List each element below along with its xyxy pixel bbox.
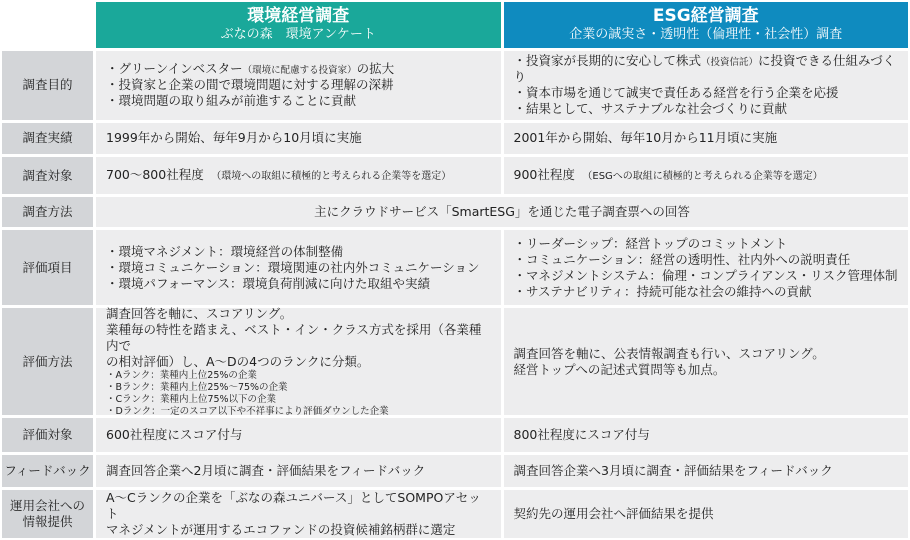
table-header: [96, 2, 908, 48]
text: 700～800社程度: [106, 166, 204, 182]
row-record: [2, 123, 908, 154]
text: A～Cランクの企業を「ぶなの森ユニバース」としてSOMPOアセット: [106, 490, 481, 521]
row-method: [2, 197, 908, 226]
text: 契約先の運用会社へ評価結果を提供: [513, 506, 714, 521]
cell-right: [504, 490, 909, 538]
header-esg-survey: [504, 2, 909, 48]
cell-right: [504, 51, 909, 120]
cell-left: [96, 123, 501, 154]
text: 情報提供: [22, 514, 73, 529]
row-feedback: [2, 455, 908, 487]
row-label: 評価対象: [2, 418, 93, 451]
row-purpose: [2, 51, 908, 120]
text: ・環境コミュニケーション：環境関連の社内外コミュニケーション: [106, 259, 480, 275]
cell-right: [504, 230, 909, 306]
row-label: フィードバック: [2, 455, 93, 487]
table-body: [2, 51, 908, 538]
text: ・グリーンインベスター: [106, 61, 243, 77]
text: 業種毎の特性を踏まえ、ベスト・イン・クラス方式を採用（各業種内で: [106, 321, 482, 353]
text: 800社程度にスコア付与: [513, 426, 650, 442]
cell-left: [96, 230, 501, 306]
text: ・環境マネジメント：環境経営の体制整備: [106, 243, 344, 259]
row-label: 評価項目: [2, 230, 93, 306]
cell-left: [96, 455, 501, 487]
cell-left: [96, 51, 501, 120]
header-environmental-survey: [96, 2, 501, 48]
text: 調査回答企業へ2月頃に調査・評価結果をフィードバック: [106, 462, 426, 478]
row-label: 評価方法: [2, 308, 93, 415]
text: ・サステナビリティ：持続可能な社会の維持への貢献: [513, 283, 812, 299]
cell-left: [96, 490, 501, 538]
row-label: 調査目的: [2, 51, 93, 120]
cell-right: [504, 308, 909, 415]
row-eval-target: [2, 418, 908, 451]
header-right-subtitle: 企業の誠実さ・透明性（倫理性・社会性）調査: [569, 27, 843, 42]
cell-right: [504, 455, 909, 487]
text-note: （環境への取組に積極的と考えられる企業等を選定）: [216, 170, 452, 182]
row-label: 調査実績: [2, 123, 93, 154]
text: 2001年から開始、毎年10月から11月頃に実施: [513, 130, 778, 146]
text: 調査回答を軸に、公表情報調査も行い、スコアリング。: [513, 345, 825, 361]
text: 600社程度にスコア付与: [106, 426, 243, 442]
rank-item: ・Bランク：業種内上位25%～75%の企業: [106, 381, 288, 393]
rank-item: ・Cランク：業種内上位75%以下の企業: [106, 393, 277, 405]
row-eval-method: [2, 305, 908, 417]
row-label: [2, 490, 93, 538]
cell-left: [96, 418, 501, 451]
text: 1999年から開始、毎年9月から10月頃に実施: [106, 130, 362, 146]
text: の拡大: [356, 61, 395, 77]
header-left-title: 環境経営調査: [247, 6, 350, 26]
cell-right: [504, 418, 909, 451]
text: 主にクラウドサービス「SmartESG」を通じた電子調査票への回答: [314, 204, 690, 220]
text: 調査回答企業へ3月頃に調査・評価結果をフィードバック: [513, 462, 833, 478]
text: 経営トップへの記述式質問等も加点。: [513, 361, 726, 377]
text: 運用会社への: [9, 498, 85, 513]
row-items: [2, 230, 908, 306]
rank-item: ・Aランク：業種内上位25%の企業: [106, 369, 257, 381]
cell-right: [504, 157, 909, 194]
text-note: （投資信託）: [701, 57, 759, 69]
row-label: 調査対象: [2, 157, 93, 194]
header-right-title: ESG経営調査: [652, 6, 759, 26]
cell-merged: [96, 197, 908, 226]
text: ・環境パフォーマンス：環境負荷削減に向けた取組や実績: [106, 275, 431, 291]
row-label: 調査方法: [2, 197, 93, 226]
text: に投資できる仕組みづくり: [513, 53, 896, 85]
text: マネジメントが運用するエコファンドの投資候補銘柄群に選定: [106, 522, 456, 537]
text: の相対評価）し、A～Dの4つのランクに分類。: [106, 353, 370, 369]
text: ・リーダーシップ：経営トップのコミットメント: [513, 235, 788, 251]
cell-left: [96, 157, 501, 194]
row-target: [2, 157, 908, 194]
row-provision: [2, 490, 908, 538]
text: ・マネジメントシステム：倫理・コンプライアンス・リスク管理体制: [513, 267, 898, 283]
text: ・環境問題の取り組みが前進することに貢献: [106, 93, 357, 109]
text: ・結果として、サステナブルな社会づくりに貢献: [513, 101, 788, 117]
text: ・コミュニケーション：経営の透明性、社内外への説明責任: [513, 251, 851, 267]
cell-right: [504, 123, 909, 154]
rank-item: ・Dランク：一定のスコア以下や不祥事により評価ダウンした企業: [106, 405, 389, 417]
text: ・投資家と企業の間で環境問題に対する理解の深耕: [106, 77, 394, 93]
text: ・投資家が長期的に安心して株式: [513, 53, 702, 69]
text: ・資本市場を通じて誠実で責任ある経営を行う企業を応援: [513, 85, 839, 101]
cell-left: [96, 305, 501, 417]
text: 調査回答を軸に、スコアリング。: [106, 305, 293, 321]
text: 900社程度: [513, 166, 575, 182]
header-left-subtitle: ぶなの森 環境アンケート: [220, 27, 376, 42]
text-note: （ESGへの取組に積極的と考えられる企業等を選定）: [587, 170, 823, 182]
text-note: （環境に配慮する投資家）: [242, 65, 357, 77]
